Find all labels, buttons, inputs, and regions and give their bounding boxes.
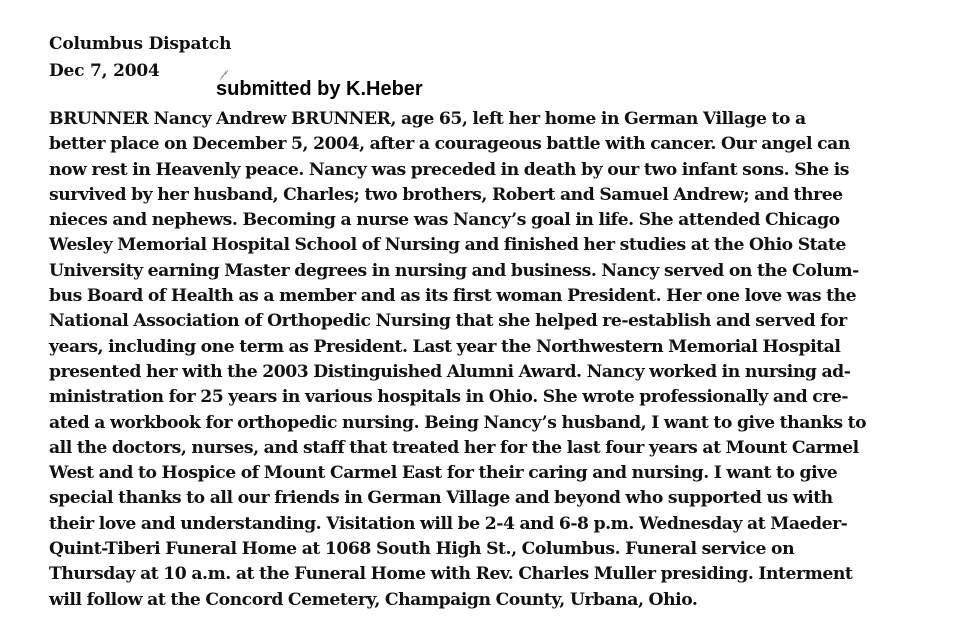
obituary-line: nieces and nephews. Becoming a nurse was Nancy’s goal in life. She attended Chicago: [49, 210, 840, 231]
obituary-line: ated a workbook for orthopedic nursing. Being Nancy’s husband, I want to give thanks to: [49, 412, 867, 433]
obituary-line: Wesley Memorial Hospital School of Nursing and finished her studies at the Ohio State: [49, 235, 846, 256]
obituary-line: University earning Master degrees in nursing and business. Nancy served on the Colum-: [49, 260, 859, 281]
obituary-line: will follow at the Concord Cemetery, Champaign County, Urbana, Ohio.: [49, 589, 698, 610]
obituary-line: their love and understanding. Visitation will be 2-4 and 6-8 p.m. Wednesday at Maeder-: [49, 513, 848, 534]
obituary-line: years, including one term as President. Last year the Northwestern Memorial Hospital: [49, 336, 841, 357]
obituary-text: [49, 107, 954, 613]
obituary-line: Thursday at 10 a.m. at the Funeral Home with Rev. Charles Muller presiding. Interment: [49, 564, 853, 585]
publication-date: Dec 7, 2004: [49, 61, 160, 81]
obituary-line: now rest in Heavenly peace. Nancy was preceded in death by our two infant sons. She is: [49, 159, 850, 180]
obituary-line: West and to Hospice of Mount Carmel East for their caring and nursing. I want to give: [49, 463, 838, 484]
newspaper-name: Columbus Dispatch: [49, 34, 232, 54]
submitted-by-label: submitted by K.Heber: [216, 78, 423, 100]
obituary-line: survived by her husband, Charles; two brothers, Robert and Samuel Andrew; and three: [49, 184, 843, 205]
obituary-line: special thanks to all our friends in German Village and beyond who supported us with: [49, 488, 833, 509]
obituary-line: ministration for 25 years in various hospitals in Ohio. She wrote professionally and cre-: [49, 387, 849, 408]
obituary-line: better place on December 5, 2004, after a courageous battle with cancer. Our angel can: [49, 134, 850, 155]
obituary-line: all the doctors, nurses, and staff that treated her for the last four years at Mount Carmel: [49, 437, 859, 458]
obituary-line: BRUNNER Nancy Andrew BRUNNER, age 65, left her home in German Village to a: [49, 109, 806, 129]
obituary-line: National Association of Orthopedic Nursing that she helped re-establish and served for: [49, 311, 847, 332]
obituary-line: Quint-Tiberi Funeral Home at 1068 South High St., Columbus. Funeral service on: [49, 539, 795, 560]
obituary-line: presented her with the 2003 Distinguished Alumni Award. Nancy worked in nursing ad-: [49, 361, 851, 382]
obituary-line: bus Board of Health as a member and as its first woman President. Her one love was the: [49, 286, 857, 307]
